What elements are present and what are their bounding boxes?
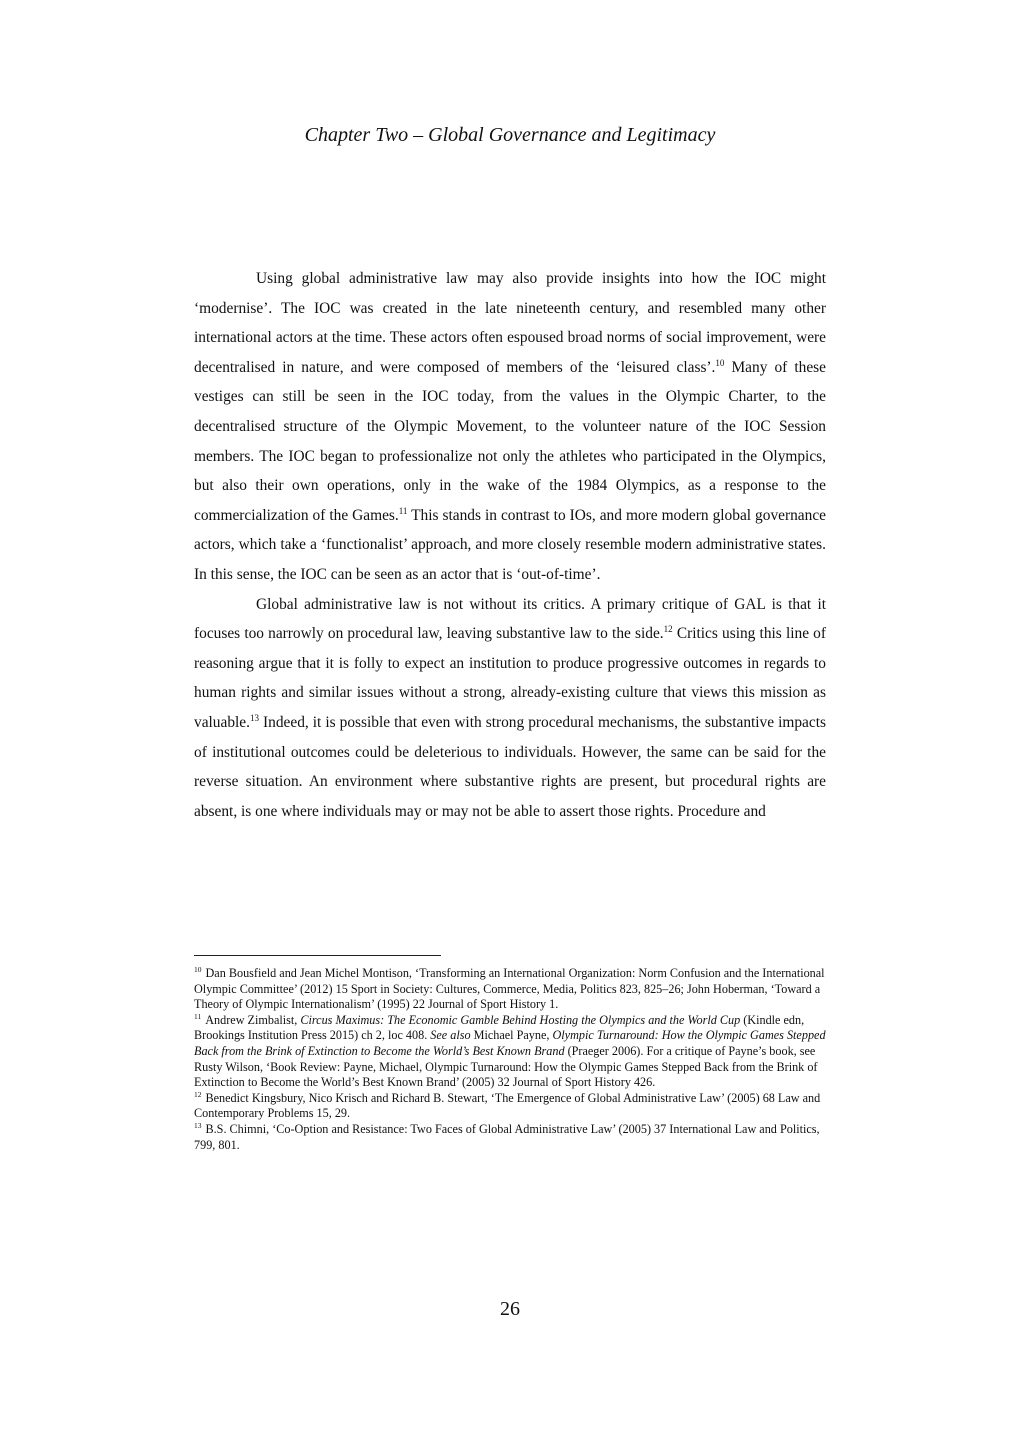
footnote-number: 10 [194,965,202,974]
footnote-11 [194,1013,826,1091]
paragraph-text: Global administrative law is not without its critics. A primary critique of GAL is that it focuses too narrowly on procedural law, leaving substantive law to the side. [194,595,826,643]
footnote-13 [194,1122,826,1153]
footnote-text: Benedict Kingsbury, Nico Krisch and Richard B. Stewart, ‘The Emergence of Global Administrative Law’ (2005) 68 Law and Contemporary Problems 15, 29. [194,1090,821,1121]
footnote-10 [194,966,826,1013]
footnote-ref-10: 10 [715,357,725,368]
paragraph-text: This stands in contrast to IOs, and more modern global governance actors, which take a ‘functionalist’ approach, and more closely resemble modern administrative states. In this sense, the IOC can be seen as an actor that is ‘out-of-time’. [194,506,826,583]
footnote-number: 12 [194,1089,202,1099]
footnote-text: (Kindle edn, Brookings Institution Press 2015) ch 2, loc 408. [194,1012,805,1043]
footnote-ref-12: 12 [663,624,673,635]
footnote-text: Dan Bousfield and Jean Michel Montison, ‘Transforming an International Organization: Norm Confusion and the International Olympic Committee’ (2012) 15 Sport in Society: Cultures, Commerce, Media, Politics 823, 825–26; John Hoberman, ‘Toward a Theory of Olympic Internationalism’ (1995) 22 Journal of Sport History 1. [194,966,825,1012]
paragraph [194,590,826,827]
footnote-number: 13 [194,1120,202,1130]
footnote-number: 11 [194,1011,202,1021]
body-text [194,264,826,826]
footnote-rule [194,955,441,956]
footnote-signal: See also [430,1028,471,1043]
paragraph-text: Critics using this line of reasoning argue that it is folly to expect an institution to produce progressive outcomes in regards to human rights and similar issues without a strong, already-existing culture that views this mission as valuable. [194,625,827,731]
running-header: Chapter Two – Global Governance and Legitimacy [304,124,716,146]
footnote-text: Andrew Zimbalist, [205,1012,301,1027]
paragraph-text: Using global administrative law may also provide insights into how the IOC might ‘modernise’. The IOC was created in the late nineteenth century, and resembled many other international actors at the time. These actors often espoused broad norms of social improvement, were decentralised in nature, and were composed of members of the ‘leisured class’. [194,270,826,376]
footnote-ref-13: 13 [249,712,259,723]
page-number: 26 [500,1298,520,1320]
paragraph [194,264,826,590]
paragraph-text: Many of these vestiges can still be seen in the IOC today, from the values in the Olympic Charter, to the decentralised structure of the Olympic Movement, to the volunteer nature of the IOC Session members. The IOC began to professionalize not only the athletes who participated in the Olympics, but also their own operations, only in the wake of the 1984 Olympics, as a response to the commercialization of the Games. [194,358,826,524]
footnote-book-title: Olympic Turnaround: How the Olympic Games Stepped Back from the Brink of Extinction to Become the World’s Best Known Brand [194,1028,826,1058]
footnote-text: (Praeger 2006). For a critique of Payne’s book, see Rusty Wilson, ‘Book Review: Payne, Michael, Olympic Turnaround: How the Olympic Games Stepped Back from the Brink of Extinction to Become the World’s Best Known Brand’ (2005) 32 Journal of Sport History 426. [194,1043,818,1090]
footnotes [194,966,826,1153]
paragraph-text: Indeed, it is possible that even with strong procedural mechanisms, the substantive impacts of institutional outcomes could be deleterious to individuals. However, the same can be said for the reverse situation. An environment where substantive rights are present, but procedural rights are absent, is one where individuals may or may not be able to assert those rights. Procedure and [194,713,826,820]
footnote-ref-11: 11 [398,505,408,516]
footnote-12 [194,1091,826,1122]
footnote-text: B.S. Chimni, ‘Co-Option and Resistance: Two Faces of Global Administrative Law’ (2005) 37 International Law and Politics, 799, 801. [194,1121,820,1152]
footnote-text: Michael Payne, [470,1028,553,1043]
footnote-book-title: Circus Maximus: The Economic Gamble Behind Hosting the Olympics and the World Cup [300,1012,741,1027]
